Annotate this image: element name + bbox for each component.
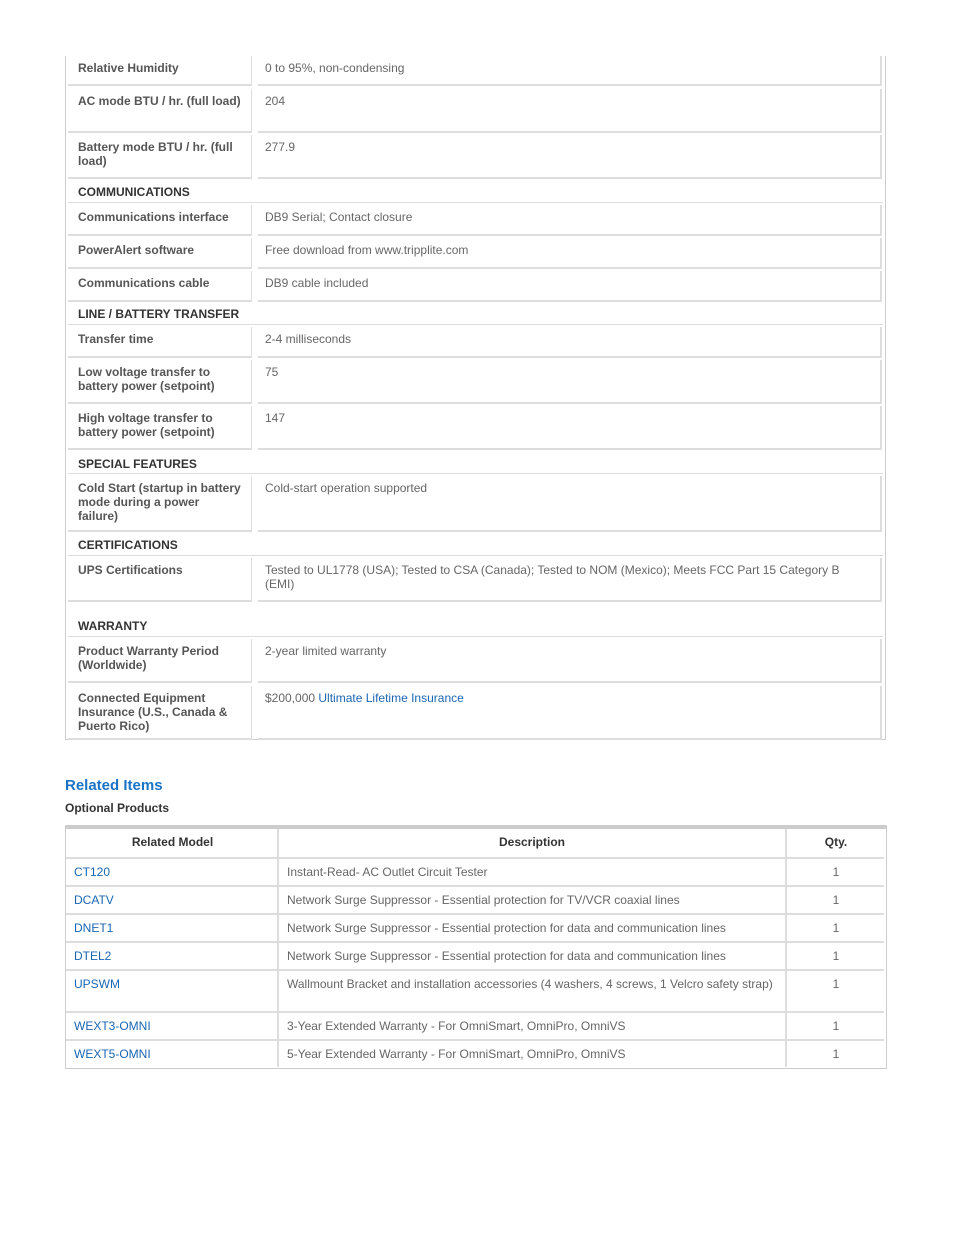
spec-label: Product Warranty Period (Worldwide) — [68, 639, 252, 683]
spec-value-text: 2-4 milliseconds — [265, 332, 352, 346]
model-cell — [68, 859, 279, 885]
qty-cell: 1 — [832, 893, 840, 907]
spec-value — [258, 686, 882, 740]
description-cell: Network Surge Suppressor - Essential protection for data and communication lines — [280, 915, 787, 941]
qty-cell: 1 — [832, 1019, 840, 1033]
table-row — [66, 971, 884, 1011]
spec-label: Relative Humidity — [68, 56, 252, 86]
spec-label: Communications cable — [68, 271, 252, 302]
spec-value-text: 277.9 — [265, 140, 296, 154]
model-cell — [68, 915, 279, 941]
model-cell — [68, 1041, 279, 1067]
description-cell: Wallmount Bracket and installation accessories (4 washers, 4 screws, 1 Velcro safety strap) — [280, 971, 787, 1011]
model-link[interactable]: DTEL2 — [74, 949, 112, 963]
description-cell: Instant-Read- AC Outlet Circuit Tester — [280, 859, 787, 885]
spec-label: Cold Start (startup in battery mode during a power failure) — [68, 476, 252, 532]
optional-products-heading: Optional Products — [65, 801, 170, 815]
qty-cell: 1 — [832, 921, 840, 935]
table-row — [66, 887, 884, 913]
spec-value — [258, 476, 882, 532]
spec-value-text: DB9 Serial; Contact closure — [265, 210, 413, 224]
spec-value-text: Free download from www.tripplite.com — [265, 243, 469, 257]
related-items-heading: Related Items — [65, 777, 163, 794]
spec-section-heading: LINE / BATTERY TRANSFER — [68, 303, 883, 325]
qty-cell: 1 — [832, 949, 840, 963]
spec-value — [258, 89, 882, 133]
spec-section-heading: CERTIFICATIONS — [68, 534, 883, 556]
model-cell — [68, 971, 279, 1011]
qty-cell: 1 — [832, 1047, 840, 1061]
spec-value-text: DB9 cable included — [265, 276, 369, 290]
spec-value — [258, 406, 882, 450]
model-link[interactable]: WEXT5-OMNI — [74, 1047, 151, 1061]
table-row — [66, 1013, 884, 1039]
spec-label: Connected Equipment Insurance (U.S., Canada & Puerto Rico) — [68, 686, 252, 740]
spec-value-text: 0 to 95%, non-condensing — [265, 61, 405, 75]
model-cell — [68, 1013, 279, 1039]
spec-value-text: 147 — [265, 411, 286, 425]
description-cell: 5-Year Extended Warranty - For OmniSmart, OmniPro, OmniVS — [280, 1041, 787, 1067]
spec-label: PowerAlert software — [68, 238, 252, 269]
spec-value — [258, 205, 882, 236]
related-products-table — [65, 825, 887, 1069]
spec-label: Transfer time — [68, 327, 252, 358]
spec-value — [258, 360, 882, 404]
header-description: Description — [280, 829, 787, 857]
model-link[interactable]: DNET1 — [74, 921, 114, 935]
model-cell — [68, 887, 279, 913]
model-link[interactable]: DCATV — [74, 893, 114, 907]
spec-value — [258, 135, 882, 179]
model-cell — [68, 943, 279, 969]
table-row — [66, 943, 884, 969]
spec-value — [258, 327, 882, 358]
spec-value — [258, 238, 882, 269]
qty-cell: 1 — [832, 865, 840, 879]
spec-value — [258, 639, 882, 683]
spec-value-text: $200,000 — [265, 691, 319, 705]
description-cell: Network Surge Suppressor - Essential protection for data and communication lines — [280, 943, 787, 969]
specifications-table — [65, 56, 886, 740]
table-row — [66, 1041, 884, 1067]
spec-section-heading: COMMUNICATIONS — [68, 181, 883, 203]
table-row — [66, 915, 884, 941]
spec-value-text: 204 — [265, 94, 286, 108]
spec-value-text: 75 — [265, 365, 279, 379]
model-link[interactable]: WEXT3-OMNI — [74, 1019, 151, 1033]
spec-value — [258, 271, 882, 302]
qty-cell: 1 — [832, 977, 840, 991]
model-link[interactable]: UPSWM — [74, 977, 120, 991]
table-row — [66, 859, 884, 885]
description-cell: Network Surge Suppressor - Essential protection for TV/VCR coaxial lines — [280, 887, 787, 913]
spec-section-heading: SPECIAL FEATURES — [68, 453, 883, 474]
model-link[interactable]: CT120 — [74, 865, 111, 879]
spec-value-text: Cold-start operation supported — [265, 481, 428, 495]
spec-value — [258, 558, 882, 602]
spec-label: Communications interface — [68, 205, 252, 236]
spec-section-heading: WARRANTY — [68, 615, 883, 637]
insurance-link[interactable]: Ultimate Lifetime Insurance — [318, 691, 464, 705]
spec-label: AC mode BTU / hr. (full load) — [68, 89, 252, 133]
spec-value-text: Tested to UL1778 (USA); Tested to CSA (Canada); Tested to NOM (Mexico); Meets FCC Part 15 Category B (EMI) — [265, 563, 840, 591]
spec-label: Low voltage transfer to battery power (setpoint) — [68, 360, 252, 404]
header-related-model: Related Model — [68, 829, 279, 857]
spec-label: High voltage transfer to battery power (setpoint) — [68, 406, 252, 450]
spec-value — [258, 56, 882, 86]
spec-label: Battery mode BTU / hr. (full load) — [68, 135, 252, 179]
description-cell: 3-Year Extended Warranty - For OmniSmart, OmniPro, OmniVS — [280, 1013, 787, 1039]
spec-label: UPS Certifications — [68, 558, 252, 602]
spec-value-text: 2-year limited warranty — [265, 644, 387, 658]
header-qty: Qty. — [824, 835, 848, 849]
